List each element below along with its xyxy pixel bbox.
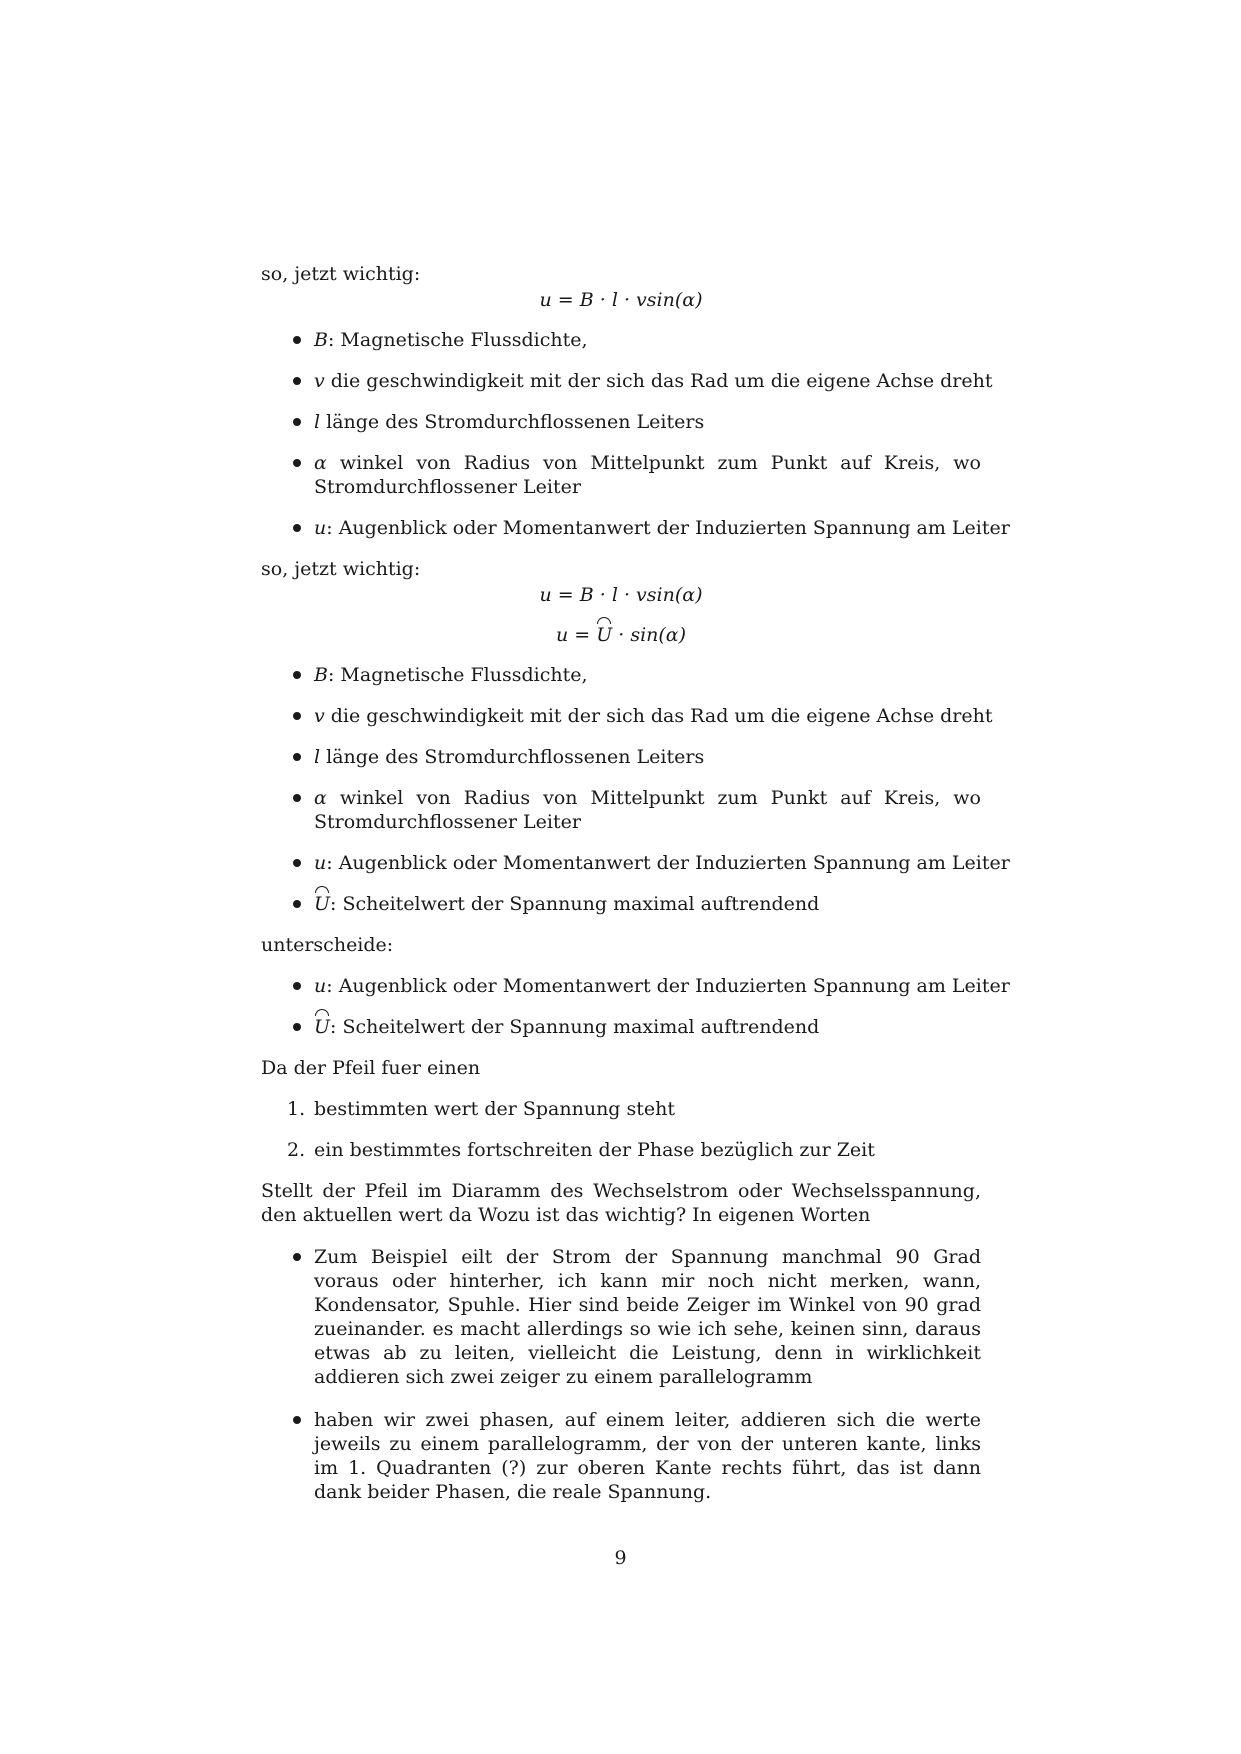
enum-item: ein bestimmtes fortschreiten der Phase bezüglich zur Zeit [314, 1139, 875, 1161]
bullet-icon [293, 459, 301, 467]
list-item: haben wir zwei phasen, auf einem leiter, addieren sich die werte jeweils zu einem parallelogramm, der von der unteren kante, links im 1. Quadranten (?) zur oberen Kante rechts führt, das ist dann dank beider Phasen, die reale Spannung. [314, 1409, 981, 1503]
section2-equation-1: u = B · l · vsin(α) [539, 584, 703, 606]
list-item: l länge des Stromdurchflossenen Leiters [314, 746, 705, 768]
section2-equation-2: u = U · sin(α) [555, 624, 687, 646]
enum-number: 1. [287, 1098, 306, 1120]
list-item: B: Magnetische Flussdichte, [314, 329, 588, 351]
list-item: B: Magnetische Flussdichte, [314, 664, 588, 686]
list-item: U: Scheitelwert der Spannung maximal auftrendend [314, 1016, 820, 1038]
enum-item: bestimmten wert der Spannung steht [314, 1098, 676, 1120]
section1-intro: so, jetzt wichtig: [261, 263, 421, 285]
list-item: u: Augenblick oder Momentanwert der Induzierten Spannung am Leiter [314, 975, 1010, 997]
list-item: u: Augenblick oder Momentanwert der Induzierten Spannung am Leiter [314, 517, 1010, 539]
bullet-icon [293, 1253, 301, 1261]
bullet-icon [293, 712, 301, 720]
section4-paragraph: Stellt der Pfeil im Diaramm des Wechselstrom oder Wechselsspannung, den aktuellen wert da Wozu ist das wichtig? In eigenen Worten [261, 1180, 981, 1226]
bullet-icon [293, 336, 301, 344]
bullet-icon [293, 1023, 301, 1031]
list-item: l länge des Stromdurchflossenen Leiters [314, 411, 705, 433]
bullet-icon [293, 524, 301, 532]
list-item: v die geschwindigkeit mit der sich das Rad um die eigene Achse dreht [314, 705, 993, 727]
bullet-icon [293, 859, 301, 867]
list-item: u: Augenblick oder Momentanwert der Induzierten Spannung am Leiter [314, 852, 1010, 874]
list-item: Zum Beispiel eilt der Strom der Spannung manchmal 90 Grad voraus oder hinterher, ich kann mir noch nicht merken, wann, Kondensator, Spuhle. Hier sind beide Zeiger im Winkel von 90 grad zueinander. es macht allerdings so wie ich sehe, keinen sinn, daraus etwas ab zu leiten, vielleicht die Leistung, denn in wirklichkeit addieren sich zwei zeiger zu einem parallelogramm [314, 1246, 981, 1388]
bullet-icon [293, 794, 301, 802]
section4-intro: Da der Pfeil fuer einen [261, 1057, 481, 1079]
enum-number: 2. [287, 1139, 306, 1161]
section1-equation: u = B · l · vsin(α) [539, 289, 703, 311]
bullet-icon [293, 753, 301, 761]
text-column [261, 0, 1010, 1754]
section2-intro: so, jetzt wichtig: [261, 558, 421, 580]
section3-intro: unterscheide: [261, 934, 394, 956]
bullet-icon [293, 982, 301, 990]
list-item: α winkel von Radius von Mittelpunkt zum Punkt auf Kreis, wo Stromdurchflossener Leiter [314, 787, 981, 833]
bullet-icon [293, 671, 301, 679]
bullet-icon [293, 1416, 301, 1424]
list-item: v die geschwindigkeit mit der sich das Rad um die eigene Achse dreht [314, 370, 993, 392]
list-item: U: Scheitelwert der Spannung maximal auftrendend [314, 893, 820, 915]
bullet-icon [293, 900, 301, 908]
page-number: 9 [614, 1547, 627, 1569]
bullet-icon [293, 377, 301, 385]
bullet-icon [293, 418, 301, 426]
list-item: α winkel von Radius von Mittelpunkt zum Punkt auf Kreis, wo Stromdurchflossener Leiter [314, 452, 981, 498]
